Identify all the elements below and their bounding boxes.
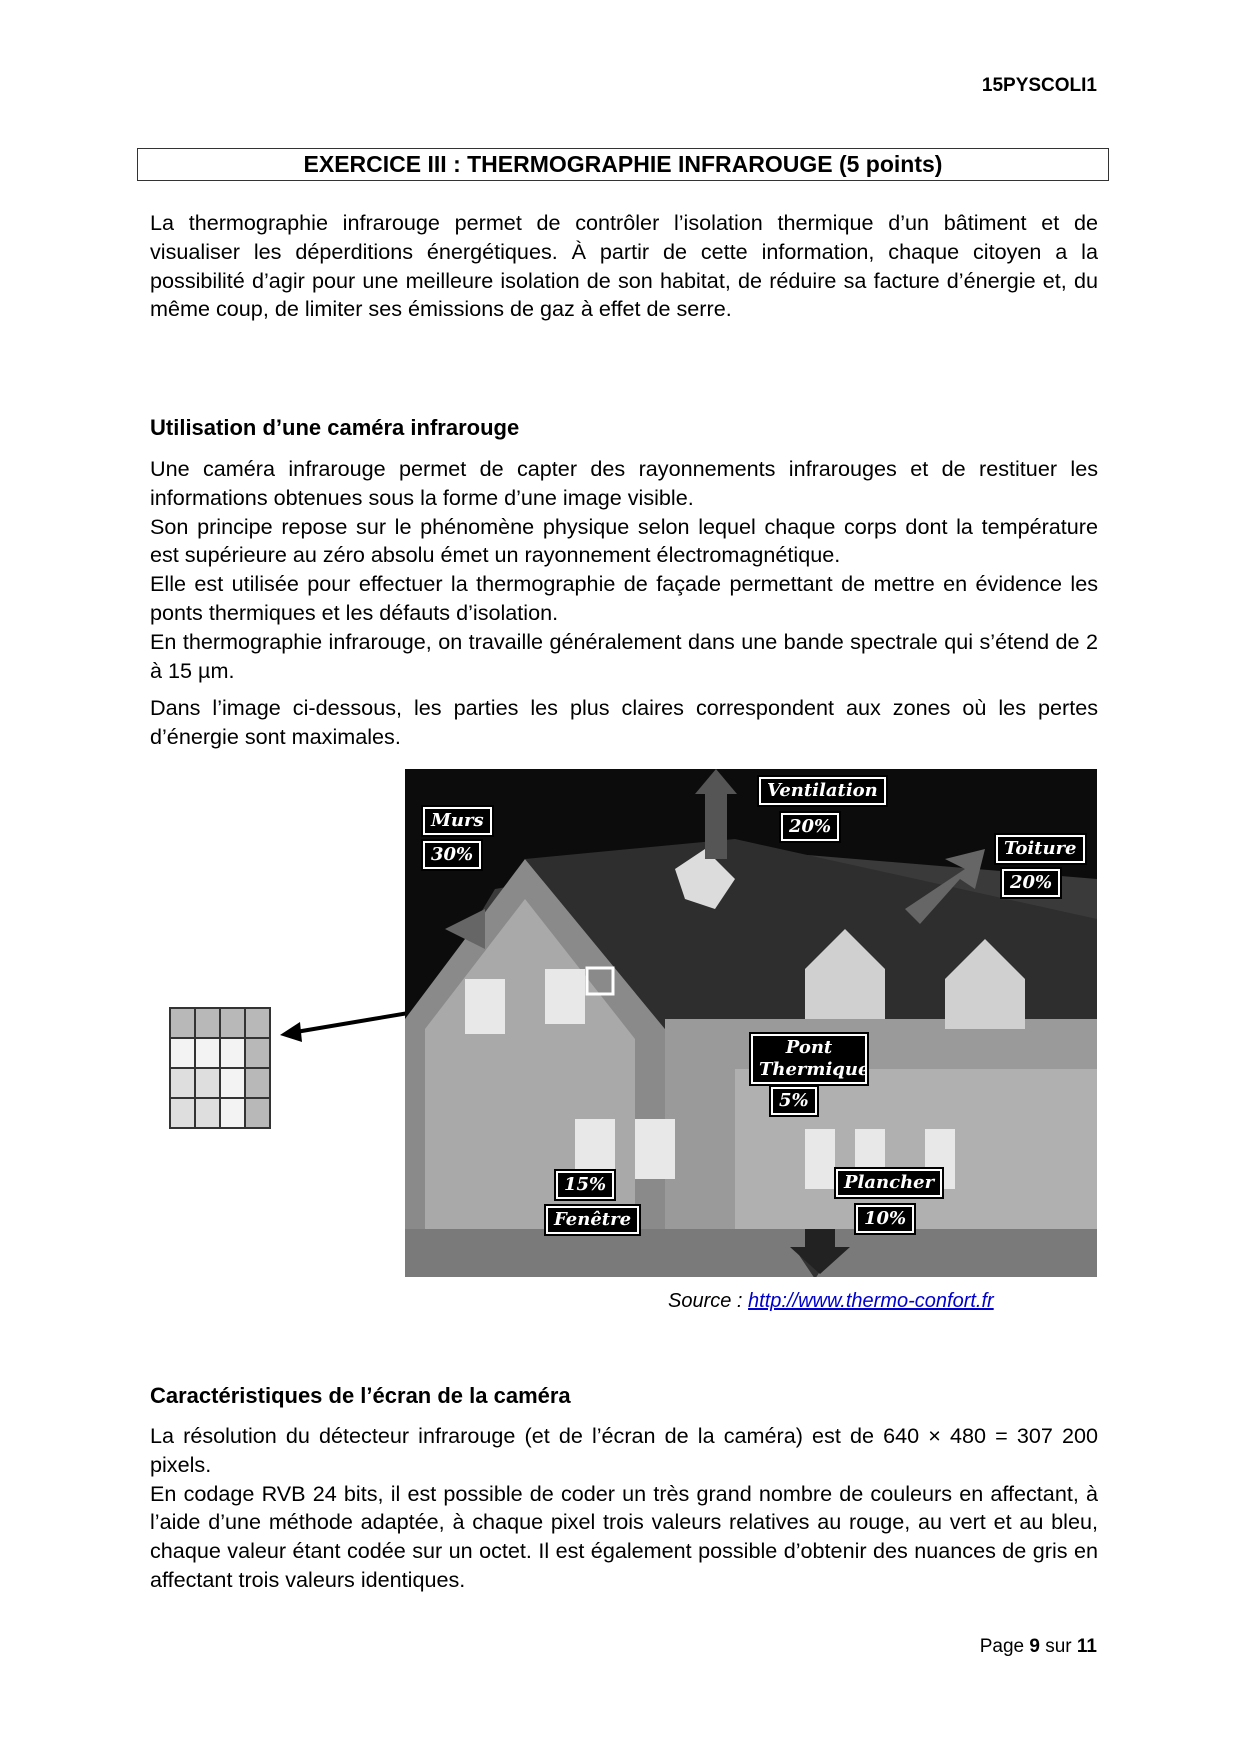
label-plancher-percent: 10% <box>856 1205 914 1233</box>
pixel-cell <box>170 1038 195 1068</box>
pixel-cell <box>195 1068 220 1098</box>
label-fenetre: Fenêtre <box>546 1206 639 1234</box>
pixel-cell <box>245 1008 270 1038</box>
paragraph: En codage RVB 24 bits, il est possible de coder un très grand nombre de couleurs en affectant, à l’aide d’une méthode adaptée, à chaque pixel trois valeurs relatives au rouge, au vert et au bleu, chaque valeur étant codée sur un octet. Il est également possible d’obtenir des nuances de gris en affectant trois valeurs identiques. <box>150 1480 1098 1592</box>
pixel-cell <box>245 1068 270 1098</box>
pixel-cell <box>220 1008 245 1038</box>
intro-paragraph <box>150 209 1098 324</box>
paragraph: En thermographie infrarouge, on travaille généralement dans une bande spectrale qui s’étend de 2 à 15 µm. <box>150 628 1098 683</box>
source-link[interactable]: http://www.thermo-confort.fr <box>748 1290 994 1312</box>
paragraph: Son principe repose sur le phénomène physique selon lequel chaque corps dont la température est supérieure au zéro absolu émet un rayonnement électromagnétique. <box>150 513 1098 568</box>
paragraph: Dans l’image ci-dessous, les parties les plus claires correspondent aux zones où les pertes d’énergie sont maximales. <box>150 695 1098 750</box>
pixel-cell <box>170 1008 195 1038</box>
screen-paragraphs <box>150 1422 1098 1595</box>
section-heading-screen: Caractéristiques de l’écran de la caméra <box>150 1383 571 1408</box>
page-number: Page 9 sur 11 <box>979 1636 1097 1657</box>
pixel-grid-zoom <box>169 1007 271 1129</box>
pixel-cell <box>245 1098 270 1128</box>
label-pont-thermique: Pont Thermique <box>751 1034 867 1084</box>
label-pont-percent: 5% <box>771 1087 817 1115</box>
label-murs-percent: 30% <box>423 841 481 869</box>
image-source <box>668 1290 994 1313</box>
paragraph: La résolution du détecteur infrarouge (et de l’écran de la caméra) est de 640 × 480 = 307 200 pixels. <box>150 1423 1098 1477</box>
pixel-cell <box>220 1038 245 1068</box>
arrowhead-icon <box>280 1022 302 1042</box>
intro-text: La thermographie infrarouge permet de contrôler l’isolation thermique d’un bâtiment et de visualiser les déperditions énergétiques. À partir de cette information, chaque citoyen a la possibilité d’agir pour une meilleure isolation de son habitat, de réduire sa facture d’énergie et, du même coup, de limiter ses émissions de gaz à effet de serre. <box>150 210 1098 322</box>
section-heading-camera: Utilisation d’une caméra infrarouge <box>150 415 520 440</box>
label-toiture: Toiture <box>996 835 1085 863</box>
document-code: 15PYSCOLI1 <box>981 75 1097 96</box>
camera-paragraphs <box>150 455 1098 752</box>
paragraph: Elle est utilisée pour effectuer la thermographie de façade permettant de mettre en évidence les ponts thermiques et les défauts d’isolation. <box>150 571 1098 625</box>
pixel-cell <box>195 1038 220 1068</box>
pixel-cell <box>220 1098 245 1128</box>
source-label: Source : <box>668 1290 749 1312</box>
label-ventilation-percent: 20% <box>781 813 839 841</box>
pixel-cell <box>170 1098 195 1128</box>
label-plancher: Plancher <box>836 1169 942 1197</box>
label-ventilation: Ventilation <box>759 777 886 805</box>
label-fenetre-percent: 15% <box>556 1171 614 1199</box>
pixel-cell <box>220 1068 245 1098</box>
label-murs: Murs <box>423 807 492 835</box>
paragraph: Une caméra infrarouge permet de capter des rayonnements infrarouges et de restituer les informations obtenues sous la forme d’une image visible. <box>150 456 1098 510</box>
pixel-cell <box>245 1038 270 1068</box>
label-toiture-percent: 20% <box>1002 869 1060 897</box>
pixel-cell <box>195 1008 220 1038</box>
pixel-cell <box>195 1098 220 1128</box>
exercise-title: EXERCICE III : THERMOGRAPHIE INFRAROUGE (5 points) <box>137 148 1109 181</box>
thermography-image <box>405 769 1097 1277</box>
pixel-cell <box>170 1068 195 1098</box>
